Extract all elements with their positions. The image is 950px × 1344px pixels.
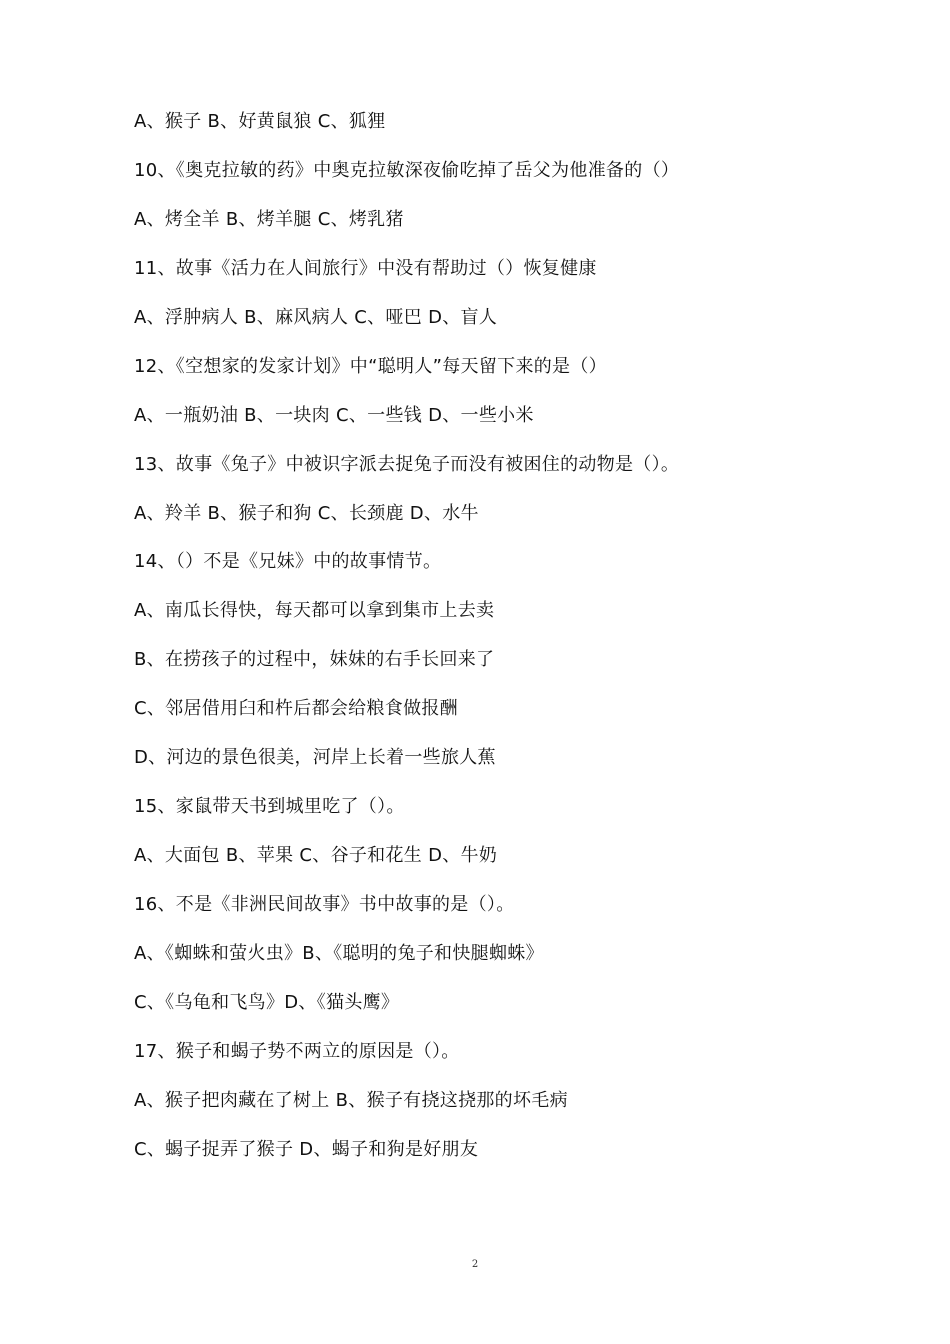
question-15: 15、家鼠带天书到城里吃了（）。 bbox=[134, 796, 405, 818]
option-line: D、河边的景色很美，河岸上长着一些旅人蕉 bbox=[134, 747, 496, 769]
document-body bbox=[134, 107, 874, 1184]
option-line: A、羚羊 B、猴子和狗 C、长颈鹿 D、水牛 bbox=[134, 502, 479, 524]
option-line: C、邻居借用臼和杵后都会给粮食做报酬 bbox=[134, 698, 458, 720]
page-number: 2 bbox=[471, 1259, 479, 1270]
question-17: 17、猴子和蝎子势不两立的原因是（）。 bbox=[134, 1040, 460, 1062]
question-16: 16、不是《非洲民间故事》书中故事的是（）。 bbox=[134, 894, 515, 915]
option-line: A、一瓶奶油 B、一块肉 C、一些钱 D、一些小米 bbox=[134, 404, 534, 426]
option-line: A、《蜘蛛和萤火虫》B、《聪明的兔子和快腿蜘蛛》 bbox=[134, 942, 544, 964]
option-line: C、蝎子捉弄了猴子 D、蝎子和狗是好朋友 bbox=[134, 1138, 479, 1160]
question-12: 12、《空想家的发家计划》中“聪明人”每天留下来的是（） bbox=[134, 355, 607, 377]
option-line: A、大面包 B、苹果 C、谷子和花生 D、牛奶 bbox=[134, 845, 498, 867]
question-14: 14、（）不是《兄妹》中的故事情节。 bbox=[134, 551, 442, 573]
question-11: 11、故事《活力在人间旅行》中没有帮助过（）恢复健康 bbox=[134, 257, 597, 279]
option-line: A、猴子 B、好黄鼠狼 C、狐狸 bbox=[134, 111, 386, 132]
question-10: 10、《奥克拉敏的药》中奥克拉敏深夜偷吃掉了岳父为他准备的（） bbox=[134, 159, 680, 181]
option-line: A、浮肿病人 B、麻风病人 C、哑巴 D、盲人 bbox=[134, 306, 498, 328]
option-line: B、在捞孩子的过程中，妹妹的右手长回来了 bbox=[134, 649, 495, 671]
question-13: 13、故事《兔子》中被识字派去捉兔子而没有被困住的动物是（）。 bbox=[134, 453, 680, 475]
option-line: A、猴子把肉藏在了树上 B、猴子有挠这挠那的坏毛病 bbox=[134, 1089, 568, 1111]
option-line: C、《乌龟和飞鸟》D、《猫头鹰》 bbox=[134, 991, 400, 1013]
option-line: A、烤全羊 B、烤羊腿 C、烤乳猪 bbox=[134, 208, 404, 230]
option-line: A、南瓜长得快，每天都可以拿到集市上去卖 bbox=[134, 600, 495, 622]
